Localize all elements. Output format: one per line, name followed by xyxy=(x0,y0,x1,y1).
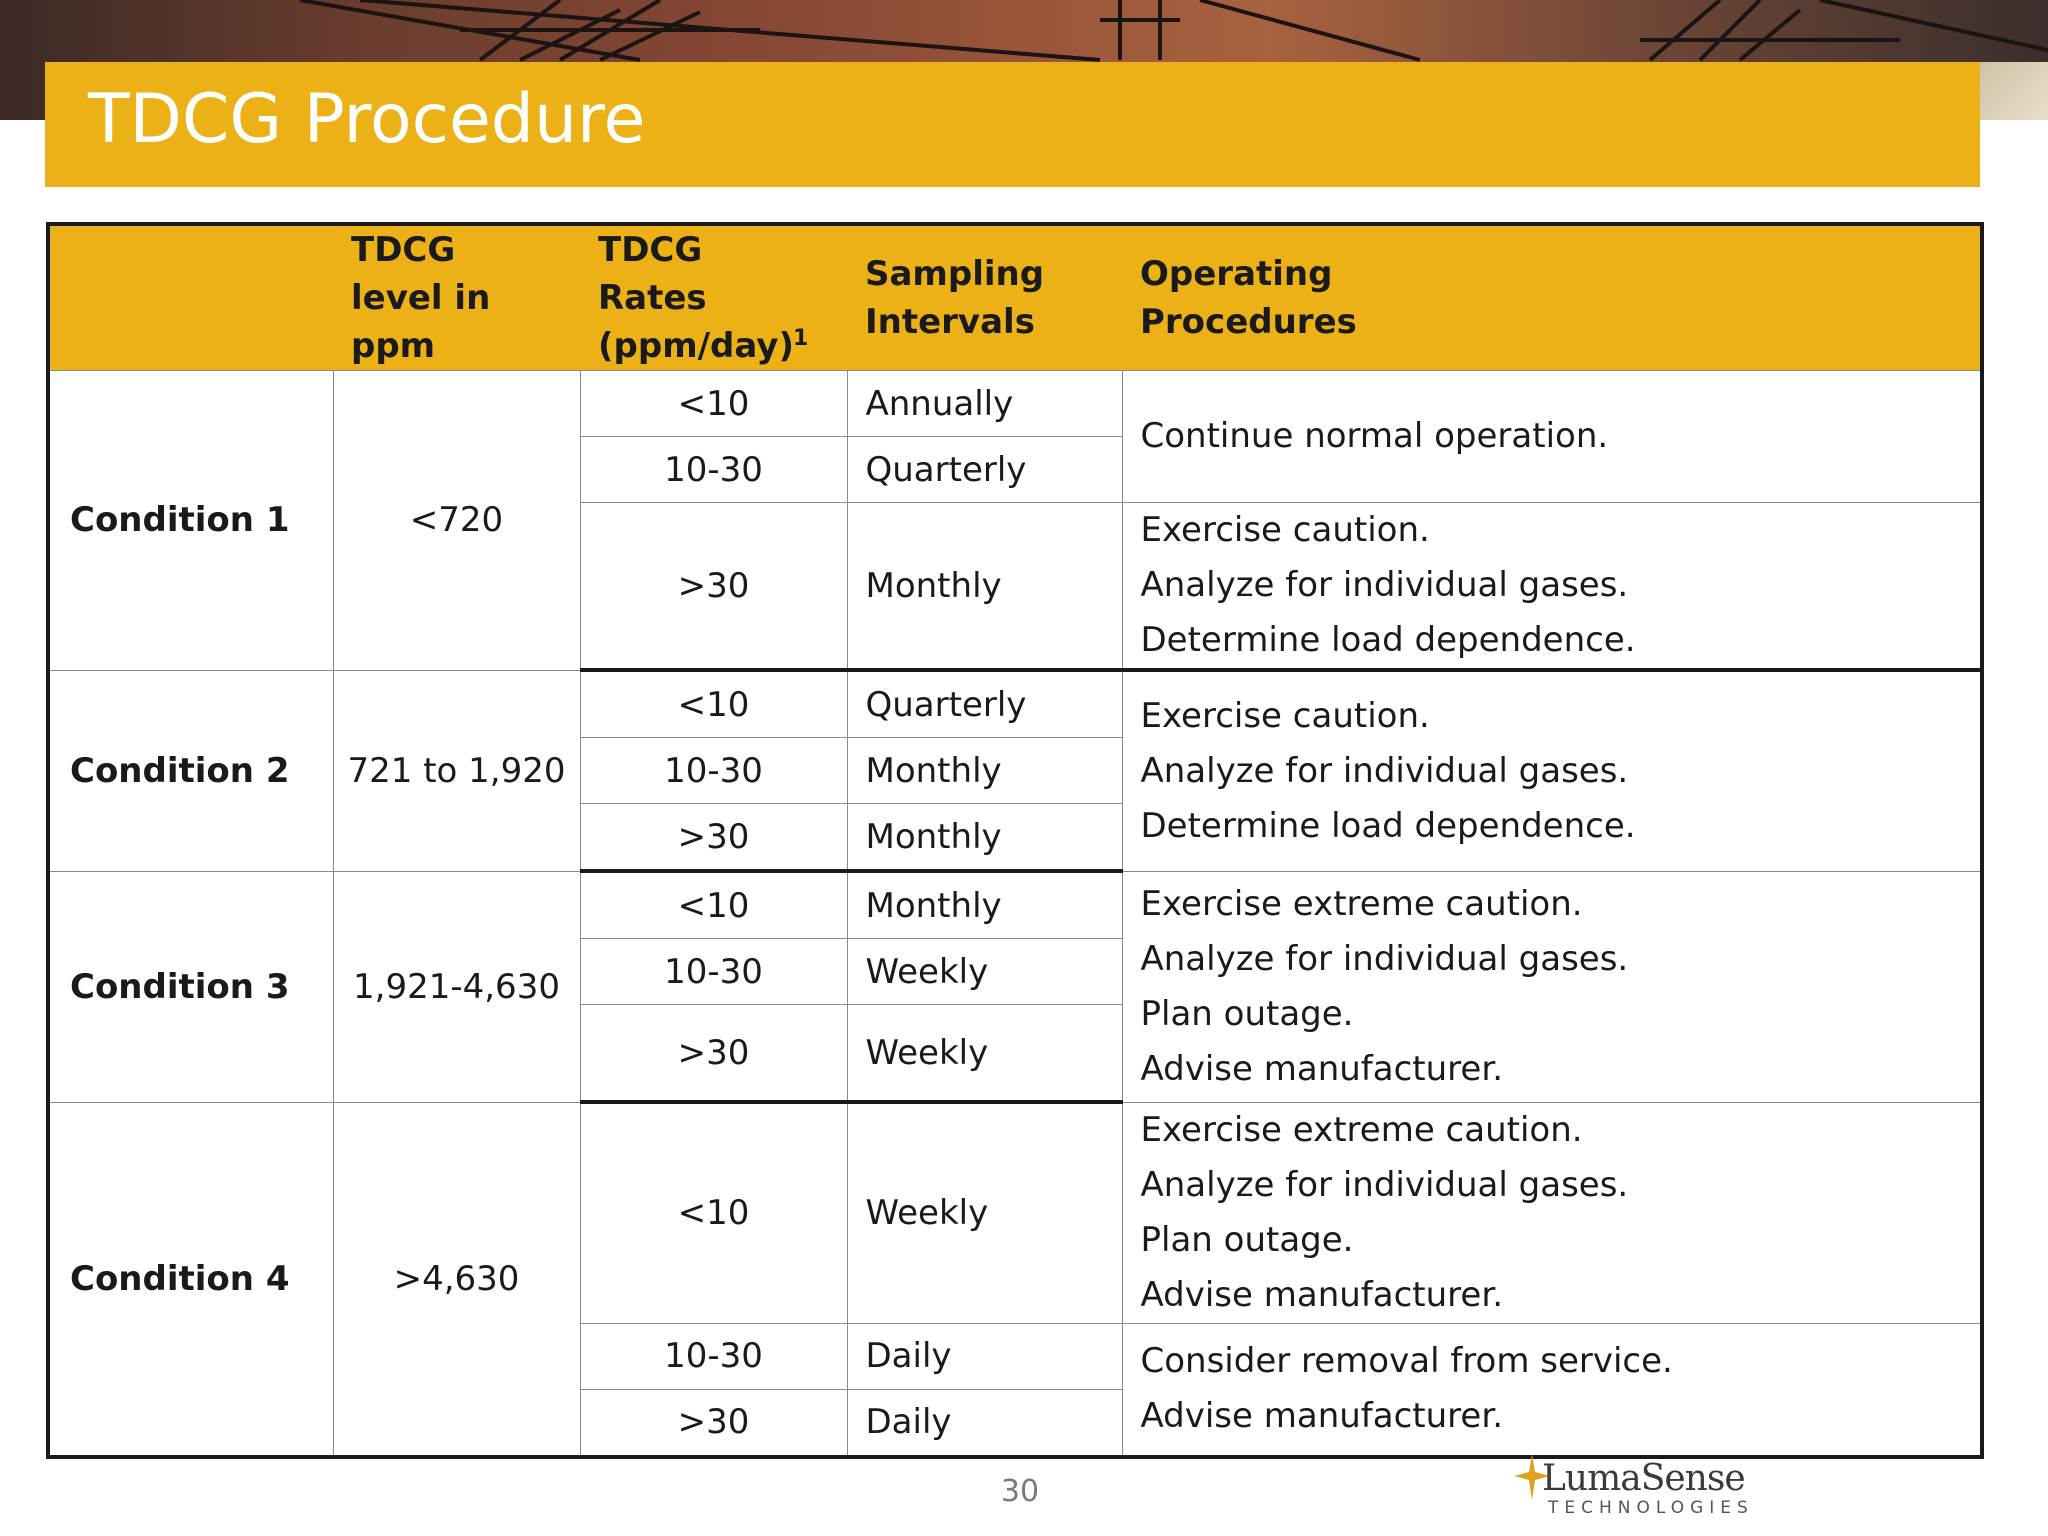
interval-cell: Monthly xyxy=(847,738,1122,804)
rate-cell: >30 xyxy=(580,1389,847,1457)
procedure-line: Advise manufacturer. xyxy=(1140,1396,1503,1436)
procedure-cell xyxy=(1122,871,1982,1102)
interval-cell: Quarterly xyxy=(847,437,1122,503)
tdcg-level-cell: >4,630 xyxy=(333,1102,580,1457)
procedure-line: Exercise extreme caution. xyxy=(1140,1109,1583,1150)
header-tdcg-level-label: TDCG level in ppm xyxy=(351,230,491,366)
header-operating-procedures-label: Operating Procedures xyxy=(1140,254,1357,342)
table-row xyxy=(48,670,1982,738)
procedure-line: Exercise caution. xyxy=(1140,695,1430,736)
tdcg-level-cell: 1,921-4,630 xyxy=(333,871,580,1102)
table-row xyxy=(48,1102,1982,1323)
procedure-line: Plan outage. xyxy=(1140,993,1354,1034)
header-blank xyxy=(48,224,333,371)
interval-cell: Annually xyxy=(847,371,1122,437)
procedure-line: Plan outage. xyxy=(1140,1219,1354,1260)
procedure-line: Determine load dependence. xyxy=(1140,620,1636,660)
procedure-line: Analyze for individual gases. xyxy=(1140,565,1629,605)
header-tdcg-rates xyxy=(580,224,847,371)
interval-cell: Monthly xyxy=(847,503,1122,671)
condition-name: Condition 1 xyxy=(48,371,333,671)
procedure-cell xyxy=(1122,1323,1982,1457)
tdcg-level-cell: <720 xyxy=(333,371,580,671)
header-tdcg-rates-label: TDCG Rates (ppm/day) xyxy=(598,230,794,366)
page-number: 30 xyxy=(1000,1474,1040,1509)
interval-cell: Weekly xyxy=(847,1102,1122,1323)
header-sampling-intervals xyxy=(847,224,1122,371)
rate-cell: 10-30 xyxy=(580,738,847,804)
interval-cell: Weekly xyxy=(847,1005,1122,1103)
logo-subtitle: TECHNOLOGIES xyxy=(1548,1498,1754,1518)
procedure-line: Exercise caution. xyxy=(1140,510,1430,550)
rate-cell: >30 xyxy=(580,1005,847,1103)
tdcg-level-cell: 721 to 1,920 xyxy=(333,670,580,871)
procedure-line: Continue normal operation. xyxy=(1140,416,1609,456)
interval-cell: Monthly xyxy=(847,871,1122,939)
procedure-line: Determine load dependence. xyxy=(1140,805,1636,846)
table-row xyxy=(48,871,1982,939)
procedure-cell xyxy=(1122,503,1982,671)
rate-cell: <10 xyxy=(580,1102,847,1323)
rate-cell: 10-30 xyxy=(580,1323,847,1389)
rate-cell: >30 xyxy=(580,804,847,872)
title-bar-cap xyxy=(1980,62,2048,120)
interval-cell: Daily xyxy=(847,1389,1122,1457)
interval-cell: Weekly xyxy=(847,939,1122,1005)
procedure-line: Exercise extreme caution. xyxy=(1140,883,1583,924)
tdcg-procedure-table xyxy=(46,222,1984,1459)
procedure-line: Advise manufacturer. xyxy=(1140,1048,1503,1089)
header-operating-procedures xyxy=(1122,224,1982,371)
slide-title: TDCG Procedure xyxy=(88,80,646,159)
header-sampling-intervals-label: Sampling Intervals xyxy=(865,254,1045,342)
footnote-mark: 1 xyxy=(793,326,809,351)
procedure-line: Analyze for individual gases. xyxy=(1140,1164,1629,1205)
procedure-line: Analyze for individual gases. xyxy=(1140,938,1629,979)
procedure-cell xyxy=(1122,371,1982,503)
condition-name: Condition 4 xyxy=(48,1102,333,1457)
table-header-row xyxy=(48,224,1982,371)
lumasense-logo xyxy=(1512,1452,1752,1522)
interval-cell: Monthly xyxy=(847,804,1122,872)
rate-cell: <10 xyxy=(580,871,847,939)
condition-name: Condition 2 xyxy=(48,670,333,871)
procedure-line: Consider removal from service. xyxy=(1140,1341,1673,1381)
procedure-line: Analyze for individual gases. xyxy=(1140,750,1629,791)
rate-cell: >30 xyxy=(580,503,847,671)
procedure-cell xyxy=(1122,1102,1982,1323)
rate-cell: <10 xyxy=(580,670,847,738)
rate-cell: 10-30 xyxy=(580,939,847,1005)
condition-name: Condition 3 xyxy=(48,871,333,1102)
logo-wordmark: LumaSense xyxy=(1542,1458,1745,1499)
interval-cell: Quarterly xyxy=(847,670,1122,738)
procedure-cell xyxy=(1122,670,1982,871)
rate-cell: 10-30 xyxy=(580,437,847,503)
header-tdcg-level xyxy=(333,224,580,371)
rate-cell: <10 xyxy=(580,371,847,437)
interval-cell: Daily xyxy=(847,1323,1122,1389)
procedure-line: Advise manufacturer. xyxy=(1140,1274,1503,1315)
table-row xyxy=(48,371,1982,437)
